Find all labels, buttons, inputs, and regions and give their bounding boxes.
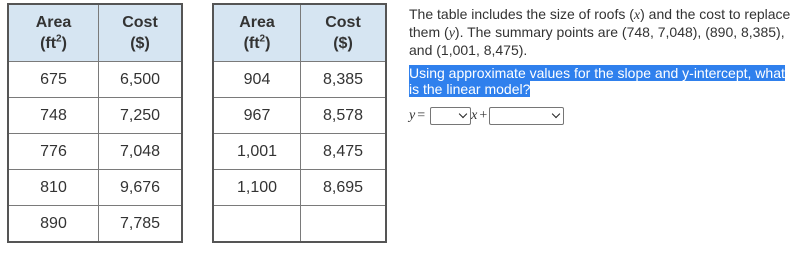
cost-cell: 7,048 (99, 134, 183, 170)
chevron-down-icon (552, 110, 560, 118)
intercept-dropdown[interactable] (489, 107, 564, 125)
cost-header (301, 4, 387, 62)
table-row (213, 206, 386, 243)
table-row (8, 98, 182, 134)
cost-cell: 8,475 (301, 134, 387, 170)
cost-cell (301, 206, 387, 243)
variable-y: y (448, 26, 455, 41)
area-header (213, 4, 301, 62)
slope-dropdown[interactable] (430, 107, 471, 125)
table-row (8, 62, 182, 98)
cost-cell: 8,695 (301, 170, 387, 206)
area-header-label: Area (35, 14, 72, 31)
data-table-right (212, 3, 387, 243)
area-cell: 967 (213, 98, 301, 134)
cost-cell: 8,578 (301, 98, 387, 134)
cost-header-label: Cost (122, 14, 158, 31)
table-row (8, 170, 182, 206)
area-unit-prefix: (ft (243, 35, 260, 52)
area-unit-suffix: ) (61, 35, 67, 52)
highlighted-prompt-text: Using approximate values for the slope and y-intercept, what is the linear model? (409, 65, 785, 97)
cost-unit: ($) (130, 35, 150, 52)
area-cell: 748 (8, 98, 99, 134)
variable-x: x (633, 8, 641, 23)
area-unit-prefix: (ft (40, 35, 57, 52)
table-row (8, 134, 182, 170)
table-row (213, 98, 386, 134)
cost-header-label: Cost (325, 14, 361, 31)
x-variable-label: x (471, 108, 478, 123)
answer-row (409, 107, 564, 125)
y-variable-label: y (409, 108, 416, 123)
cost-cell: 6,500 (99, 62, 183, 98)
area-unit-suffix: ) (265, 35, 271, 52)
cost-unit: ($) (333, 35, 353, 52)
area-header (8, 4, 99, 62)
table-header-row (213, 4, 386, 62)
chevron-down-icon (459, 110, 467, 118)
area-cell: 1,100 (213, 170, 301, 206)
cost-cell: 7,785 (99, 206, 183, 243)
question-part-1: The table includes the size of roofs ( (409, 6, 634, 22)
cost-cell: 8,385 (301, 62, 387, 98)
question-part-2: ) and the cost to replace them ( (409, 6, 791, 40)
table-row (213, 62, 386, 98)
area-cell: 904 (213, 62, 301, 98)
area-cell: 810 (8, 170, 99, 206)
question-prompt (409, 65, 794, 97)
area-cell: 675 (8, 62, 99, 98)
table-row (213, 170, 386, 206)
cost-header (99, 4, 183, 62)
area-unit-exponent: 2 (56, 33, 62, 45)
area-header-label: Area (239, 14, 275, 31)
table-row (8, 206, 182, 243)
area-cell: 1,001 (213, 134, 301, 170)
plus-sign: + (479, 108, 488, 123)
area-cell: 776 (8, 134, 99, 170)
data-table-left (7, 3, 183, 243)
area-unit-exponent: 2 (259, 33, 266, 45)
cost-cell: 7,250 (99, 98, 183, 134)
table-row (213, 134, 386, 170)
table-header-row (8, 4, 182, 62)
cost-cell: 9,676 (99, 170, 183, 206)
question-part-3: ). The summary points are (748, 7,048), (890, 8,385), and (1,001, 8,475). (409, 24, 785, 58)
area-cell: 890 (8, 206, 99, 243)
question-text (409, 6, 794, 58)
area-cell (213, 206, 301, 243)
equals-sign: = (417, 108, 426, 123)
